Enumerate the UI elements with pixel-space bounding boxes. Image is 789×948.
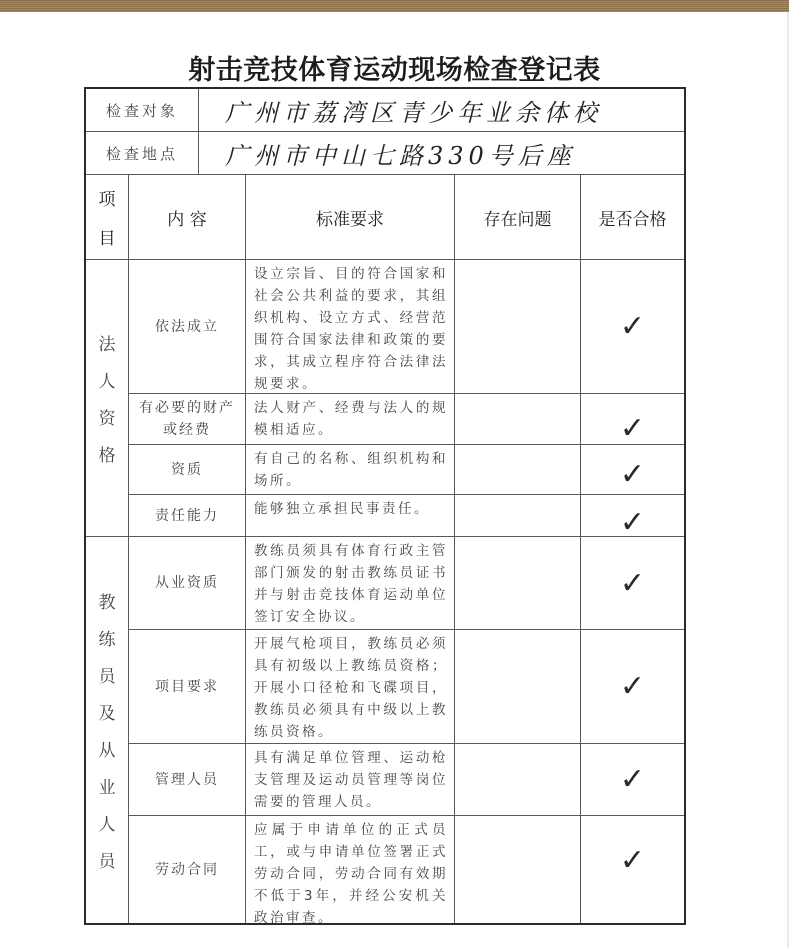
row-content: 责任能力 bbox=[129, 495, 246, 537]
header-standard: 标准要求 bbox=[246, 175, 455, 260]
row-issues bbox=[455, 394, 581, 445]
inspection-table bbox=[84, 87, 686, 925]
check-icon: ✓ bbox=[581, 537, 684, 630]
target-label: 检查对象 bbox=[86, 89, 199, 132]
header-pass: 是否合格 bbox=[581, 175, 684, 260]
row-standard: 开展气枪项目，教练员必须具有初级以上教练员资格；开展小口径枪和飞碟项目，教练员必须具有中级以上教练员资格。 bbox=[246, 630, 455, 744]
row-content: 有必要的财产或经费 bbox=[129, 394, 246, 445]
header-category-char: 目 bbox=[98, 229, 116, 249]
row-content: 从业资质 bbox=[129, 537, 246, 630]
check-icon: ✓ bbox=[581, 260, 684, 394]
category-char: 法 bbox=[98, 335, 116, 355]
row-standard: 具有满足单位管理、运动枪支管理及运动员管理等岗位需要的管理人员。 bbox=[246, 744, 455, 816]
row-issues bbox=[455, 537, 581, 630]
check-icon: ✓ bbox=[619, 843, 646, 878]
row-standard: 教练员须具有体育行政主管部门颁发的射击教练员证书并与射击竞技体育运动单位签订安全协议。 bbox=[246, 537, 455, 630]
row-standard: 设立宗旨、目的符合国家和社会公共利益的要求，其组织机构、设立方式、经营范围符合国家法律和政策的要求，其成立程序符合法律法规要求。 bbox=[246, 260, 455, 394]
header-category-char: 项 bbox=[98, 190, 116, 210]
row-content: 项目要求 bbox=[129, 630, 246, 744]
category-char: 教 bbox=[98, 593, 116, 613]
header-category bbox=[86, 175, 129, 260]
row-standard: 应属于申请单位的正式员工，或与申请单位签署正式劳动合同，劳动合同有效期不低于3年，并经公安机关政治审查。 bbox=[246, 816, 455, 923]
category-char: 从 bbox=[98, 741, 116, 761]
page-title: 射击竞技体育运动现场检查登记表 bbox=[188, 55, 601, 86]
row-standard: 有自己的名称、组织机构和场所。 bbox=[246, 445, 455, 495]
location-value: 广州市中山七路330号后座 bbox=[199, 132, 684, 175]
category-coaches-staff bbox=[86, 537, 129, 923]
check-icon: ✓ bbox=[581, 445, 684, 495]
row-issues bbox=[455, 816, 581, 923]
row-content: 依法成立 bbox=[129, 260, 246, 394]
category-legal-person bbox=[86, 260, 129, 537]
row-content: 管理人员 bbox=[129, 744, 246, 816]
row-issues bbox=[455, 445, 581, 495]
row-standard: 能够独立承担民事责任。 bbox=[246, 495, 455, 537]
category-char: 及 bbox=[98, 704, 116, 724]
row-issues bbox=[455, 630, 581, 744]
header-content: 内 容 bbox=[129, 175, 246, 260]
header-issues: 存在问题 bbox=[455, 175, 581, 260]
row-standard: 法人财产、经费与法人的规模相适应。 bbox=[246, 394, 455, 445]
row-content: 资质 bbox=[129, 445, 246, 495]
category-char: 员 bbox=[98, 667, 116, 687]
category-char: 业 bbox=[98, 778, 116, 798]
row-issues bbox=[455, 495, 581, 537]
check-icon: ✓ bbox=[581, 744, 684, 816]
row-issues bbox=[455, 260, 581, 394]
category-char: 员 bbox=[98, 852, 116, 872]
target-value: 广州市荔湾区青少年业余体校 bbox=[199, 89, 684, 132]
check-icon: ✓ bbox=[581, 495, 684, 537]
category-char: 资 bbox=[98, 409, 116, 429]
category-char: 人 bbox=[98, 815, 116, 835]
row-content: 劳动合同 bbox=[129, 816, 246, 923]
category-char: 人 bbox=[98, 372, 116, 392]
category-char: 格 bbox=[98, 446, 116, 466]
check-icon: ✓ bbox=[581, 630, 684, 744]
check-icon: ✓ bbox=[581, 394, 684, 445]
decorative-top-bar bbox=[0, 0, 789, 12]
row-issues bbox=[455, 744, 581, 816]
location-label: 检查地点 bbox=[86, 132, 199, 175]
category-char: 练 bbox=[98, 630, 116, 650]
